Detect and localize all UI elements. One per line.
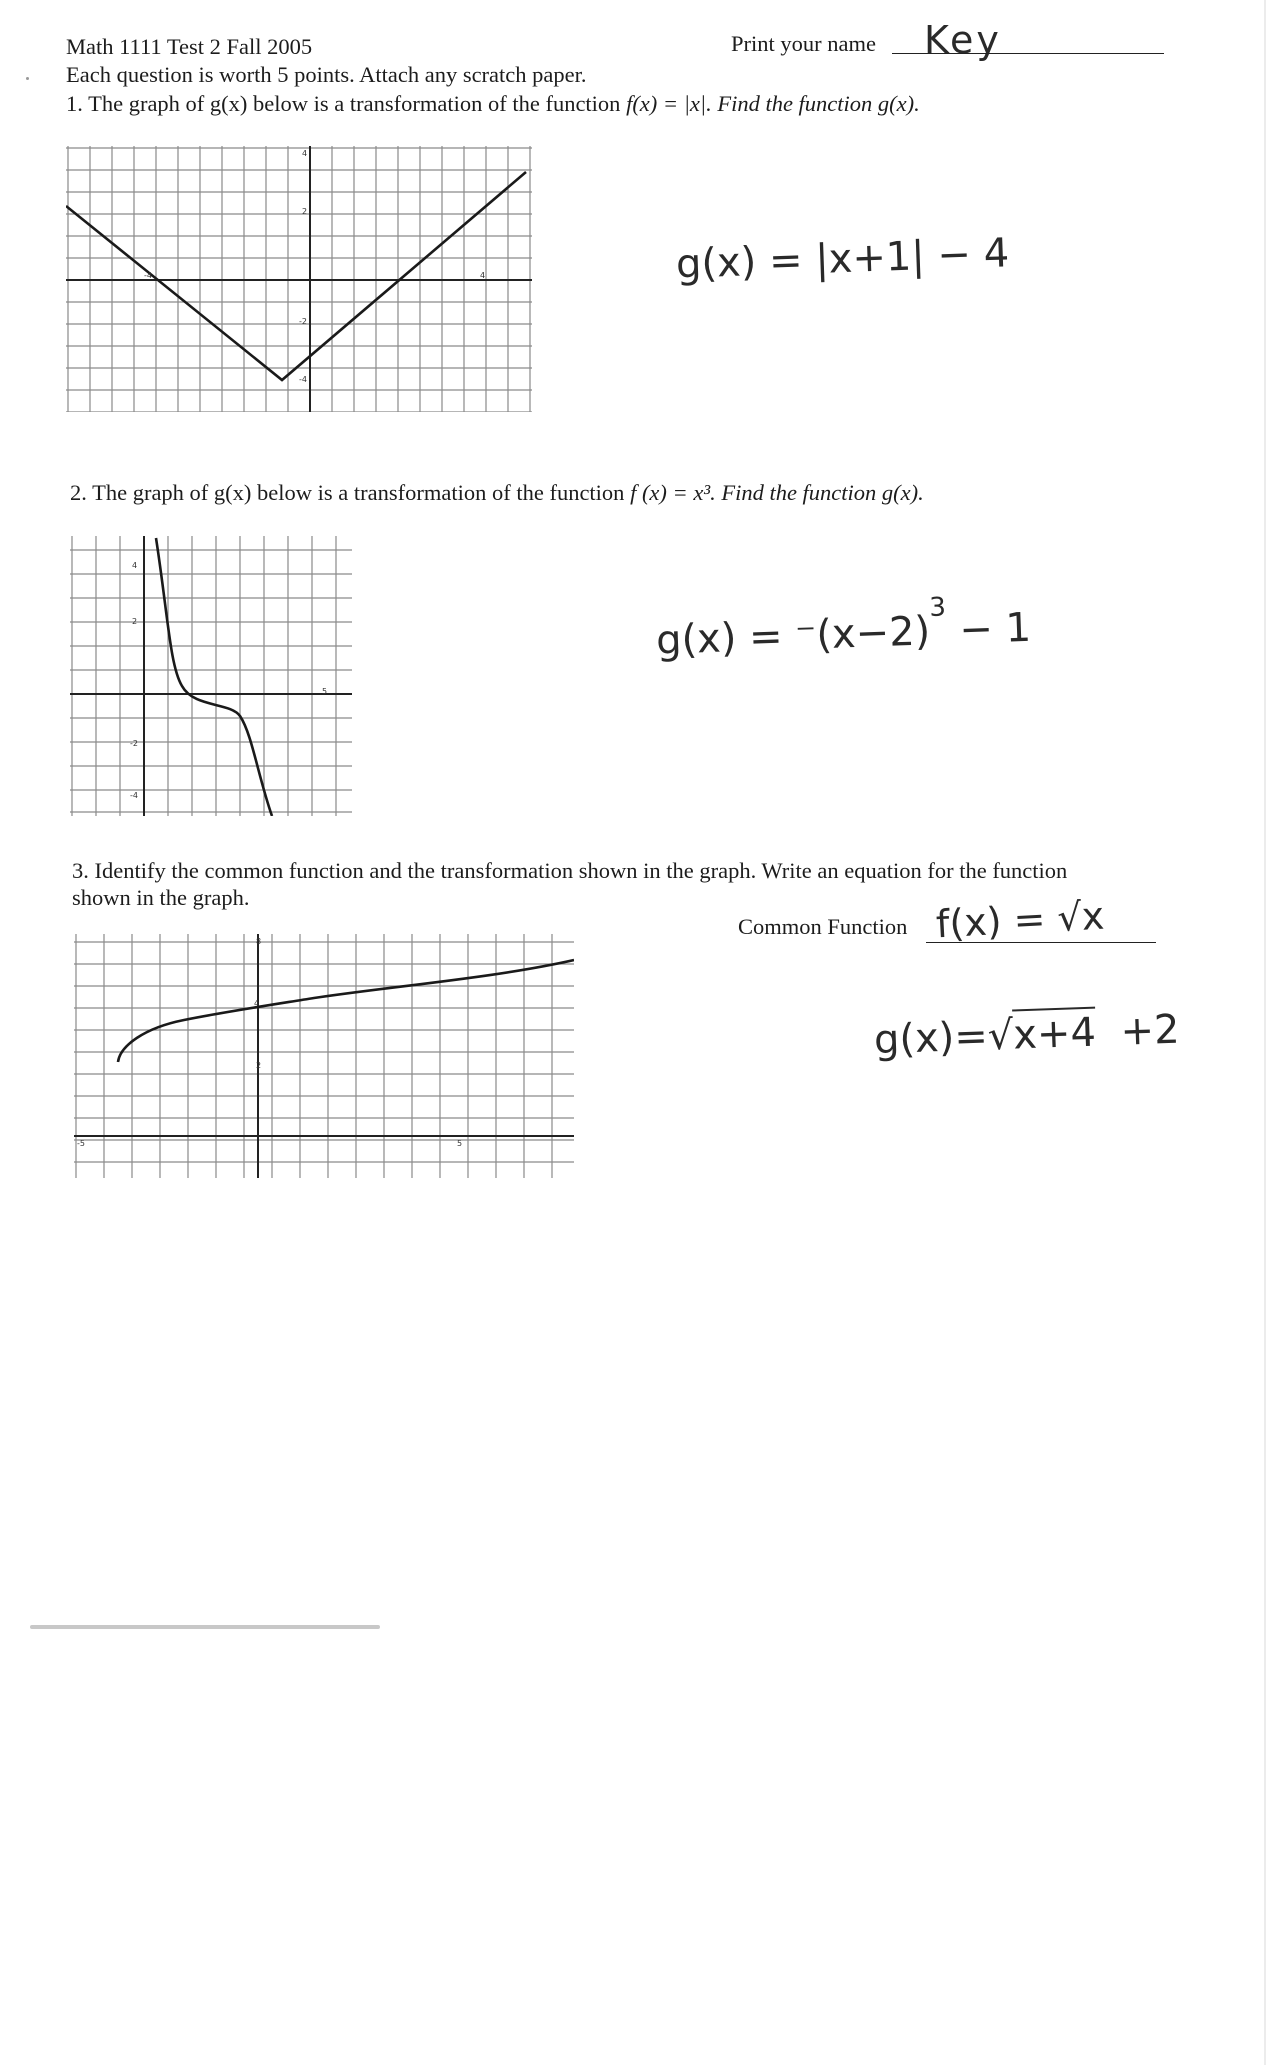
g2-tick-ym4: -4	[130, 791, 138, 800]
graph-2	[70, 536, 352, 816]
g3-tick-y8: 8	[256, 937, 262, 946]
graph-3	[74, 934, 574, 1178]
q3-line-1	[72, 860, 1067, 883]
q2-answer-tail: − 1	[958, 604, 1032, 654]
g2-tick-y2: 2	[132, 617, 138, 626]
graph-1	[66, 146, 532, 412]
q3-answer-tail: +2	[1119, 1006, 1181, 1055]
g2-tick-x5: 5	[322, 687, 328, 696]
test-title: Math 1111 Test 2 Fall 2005	[66, 34, 313, 59]
scan-speck	[26, 77, 29, 80]
q1-text-b: f(x) = |x|. Find the function g(x).	[626, 91, 920, 116]
q3-number: 3.	[72, 858, 89, 883]
g1-tick-y2: 2	[302, 207, 308, 216]
g2-tick-y4: 4	[132, 561, 138, 570]
name-value[interactable]: Key	[924, 18, 1002, 62]
g2-tick-ym2: -2	[130, 739, 138, 748]
q2-text-a: The graph of g(x) below is a transformation of the function	[92, 480, 625, 505]
g3-tick-y4: 4	[254, 999, 260, 1008]
q2-answer[interactable]	[655, 592, 1032, 664]
g1-tick-xm4: -4	[144, 271, 152, 280]
q3-line-1-text: Identify the common function and the transformation shown in the graph. Write an equation for the function	[94, 858, 1068, 883]
g1-tick-ym2: -2	[299, 317, 307, 326]
instructions: Each question is worth 5 points. Attach any scratch paper.	[66, 62, 587, 87]
g3-tick-x5: 5	[457, 1139, 463, 1148]
g3-tick-xm5: -5	[77, 1139, 85, 1148]
q1-answer[interactable]: g(x) = |x+1| − 4	[675, 230, 1010, 288]
common-function-value[interactable]: f(x) = √x	[934, 893, 1106, 947]
common-function-label: Common Function	[738, 914, 908, 939]
q3-answer-lhs: g(x)=	[873, 1013, 989, 1064]
q3-answer[interactable]	[873, 1007, 1180, 1064]
q2-number: 2.	[70, 480, 87, 505]
name-underline	[892, 53, 1164, 54]
radical-sign: √	[987, 1012, 1015, 1060]
question-1-prompt	[66, 93, 920, 116]
q3-answer-radicand: x+4	[1012, 1007, 1096, 1059]
g1-tick-ym4: -4	[299, 375, 307, 384]
page-edge	[1264, 0, 1266, 2065]
q1-number: 1.	[66, 91, 83, 116]
question-2-prompt	[70, 482, 924, 505]
g1-tick-y4: 4	[302, 149, 308, 158]
q2-answer-main: g(x) = ⁻(x−2)	[655, 608, 931, 664]
g1-tick-x4: 4	[480, 271, 486, 280]
common-function-underline	[926, 942, 1156, 943]
g3-tick-y2: 2	[256, 1061, 262, 1070]
name-label: Print your name	[731, 31, 876, 56]
q2-text-b: f (x) = x³. Find the function g(x).	[630, 480, 924, 505]
scan-artifact	[30, 1625, 380, 1629]
q2-answer-exp: 3	[928, 592, 947, 623]
q1-text-a: The graph of g(x) below is a transformation of the function	[88, 91, 621, 116]
q3-line-2: shown in the graph.	[72, 885, 250, 910]
